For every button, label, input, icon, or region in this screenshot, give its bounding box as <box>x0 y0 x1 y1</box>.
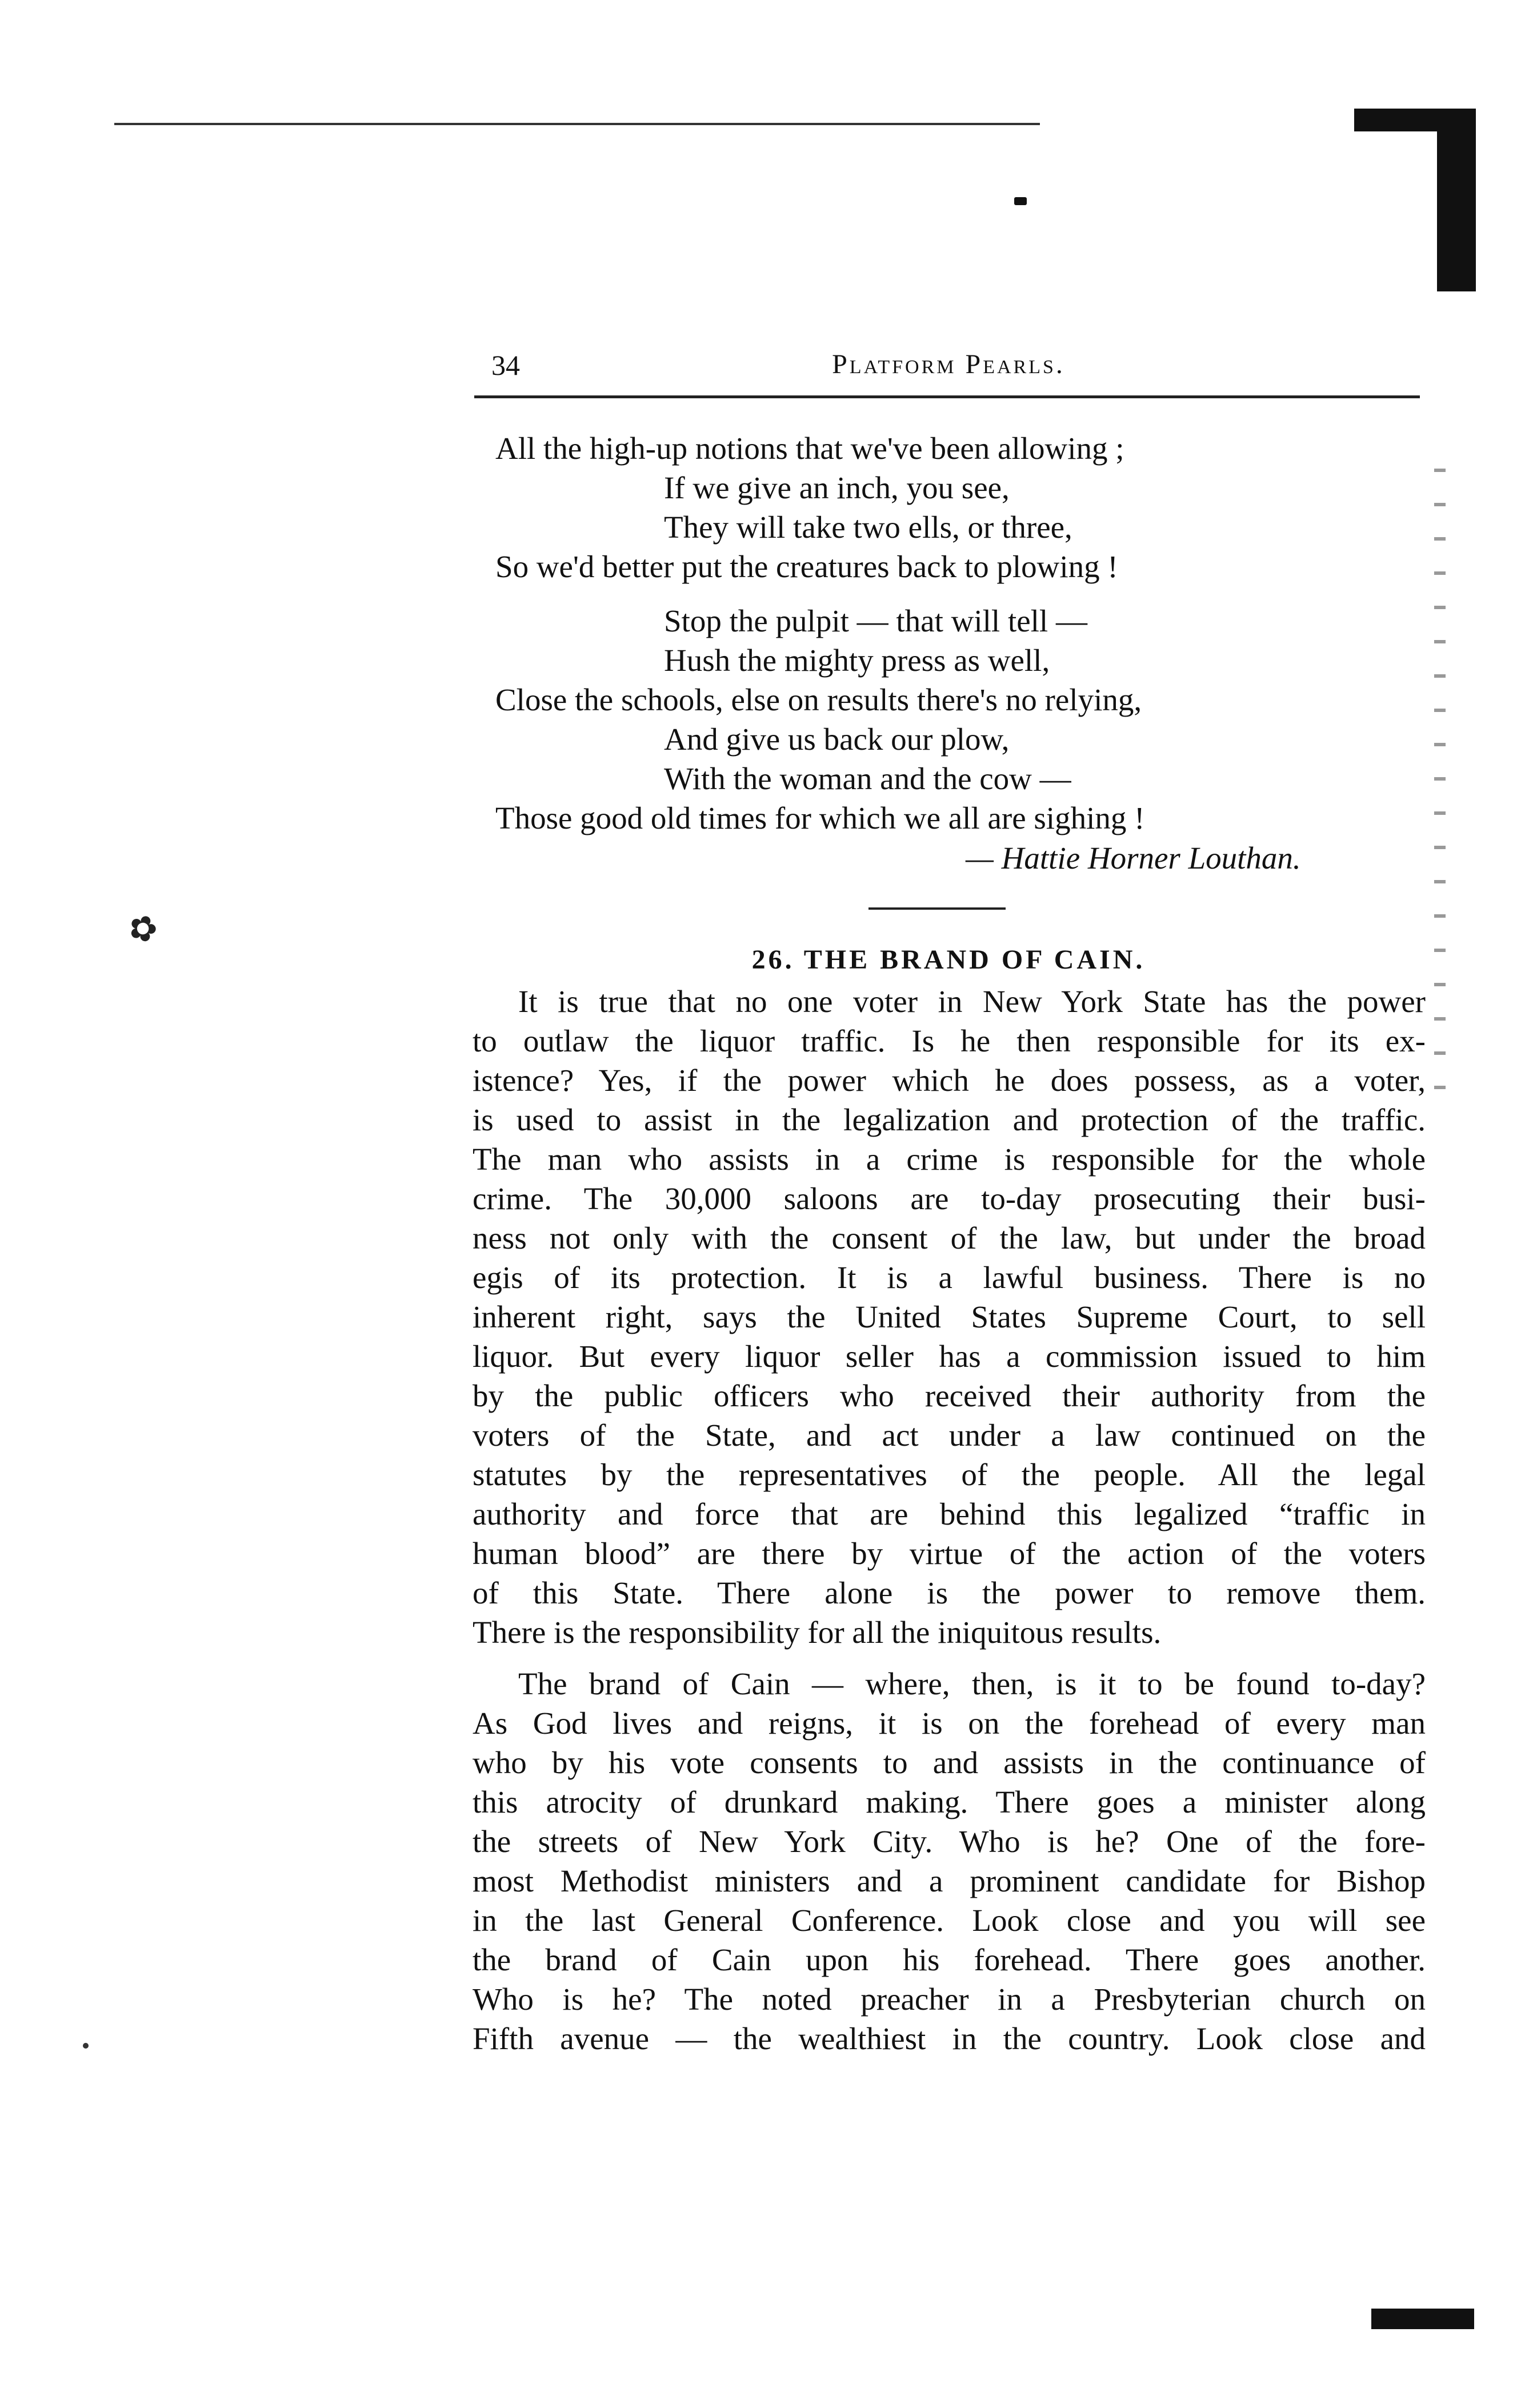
text-line: istence? Yes, if the power which he does possess, as a voter, <box>473 1063 1426 1098</box>
text-line: voters of the State, and act under a law continued on the <box>473 1418 1426 1453</box>
text-line: There is the responsibility for all the iniquitous results. <box>473 1615 1162 1650</box>
scan-bottom-bar <box>1371 2309 1474 2329</box>
scan-speck <box>1014 197 1027 205</box>
text-line: inherent right, says the United States Supreme Court, to sell <box>473 1299 1426 1334</box>
poem-line: If we give an inch, you see, <box>664 470 1010 505</box>
text-line: by the public officers who received their authority from the <box>473 1378 1426 1413</box>
text-line: As God lives and reigns, it is on the forehead of every man <box>473 1706 1426 1741</box>
poem-line: Close the schools, else on results there's no relying, <box>495 682 1142 717</box>
body-paragraph <box>473 982 1426 1652</box>
poem-stanza <box>495 601 1432 838</box>
poem-line: With the woman and the cow — <box>664 761 1071 796</box>
text-line: statutes by the representatives of the people. All the legal <box>473 1457 1426 1492</box>
section-title: 26. THE BRAND OF CAIN. <box>751 945 1146 975</box>
running-title: Platform Pearls. <box>832 349 1065 379</box>
text-line: human blood” are there by virtue of the action of the voters <box>473 1536 1426 1571</box>
text-line: is used to assist in the legalization and protection of the traffic. <box>473 1102 1426 1137</box>
text-line: The brand of Cain — where, then, is it to be found to-day? <box>518 1666 1426 1701</box>
poem-stanza <box>495 429 1432 586</box>
text-line: in the last General Conference. Look close and you will see <box>473 1903 1426 1938</box>
text-line: ness not only with the consent of the law, but under the broad <box>473 1221 1426 1255</box>
scan-top-rule <box>114 123 1040 125</box>
scan-margin-mark: ✿ <box>123 906 163 951</box>
poem-line: Hush the mighty press as well, <box>664 643 1050 678</box>
poem-line: They will take two ells, or three, <box>664 510 1072 545</box>
scan-edge-bar-vertical <box>1437 109 1476 291</box>
text-line: egis of its protection. It is a lawful business. There is no <box>473 1260 1426 1295</box>
text-line: who by his vote consents to and assists in the continuance of <box>473 1745 1426 1780</box>
text-line: liquor. But every liquor seller has a commission issued to him <box>473 1339 1426 1374</box>
text-line: this atrocity of drunkard making. There goes a minister along <box>473 1785 1426 1819</box>
text-line: It is true that no one voter in New York State has the power <box>518 984 1426 1019</box>
poem-attribution: — Hattie Horner Louthan. <box>966 841 1301 875</box>
text-line: The man who assists in a crime is responsible for the whole <box>473 1142 1426 1177</box>
text-line: Fifth avenue — the wealthiest in the country. Look close and <box>473 2021 1426 2056</box>
body-paragraph <box>473 1664 1426 2058</box>
poem-line: So we'd better put the creatures back to plowing ! <box>495 549 1118 584</box>
text-line: authority and force that are behind this legalized “traffic in <box>473 1497 1426 1531</box>
poem <box>495 429 1432 838</box>
poem-line: Those good old times for which we all are sighing ! <box>495 801 1145 835</box>
page-number: 34 <box>491 349 520 381</box>
header-rule <box>474 395 1420 398</box>
text-line: the brand of Cain upon his forehead. There goes another. <box>473 1942 1426 1977</box>
text-line: to outlaw the liquor traffic. Is he then responsible for its ex- <box>473 1023 1426 1058</box>
scan-edge-noise <box>1434 469 1446 1109</box>
text-line: Who is he? The noted preacher in a Presbyterian church on <box>473 1982 1426 2017</box>
poem-line: All the high-up notions that we've been allowing ; <box>495 431 1124 466</box>
text-line: of this State. There alone is the power to remove them. <box>473 1575 1426 1610</box>
section-divider <box>868 907 1006 910</box>
scan-margin-dot <box>83 2043 89 2049</box>
poem-line: Stop the pulpit — that will tell — <box>664 603 1087 638</box>
running-head <box>480 349 1417 394</box>
poem-line: And give us back our plow, <box>664 722 1010 757</box>
text-line: the streets of New York City. Who is he? One of the fore- <box>473 1824 1426 1859</box>
text-line: most Methodist ministers and a prominent candidate for Bishop <box>473 1863 1426 1898</box>
text-line: crime. The 30,000 saloons are to-day prosecuting their busi- <box>473 1181 1426 1216</box>
